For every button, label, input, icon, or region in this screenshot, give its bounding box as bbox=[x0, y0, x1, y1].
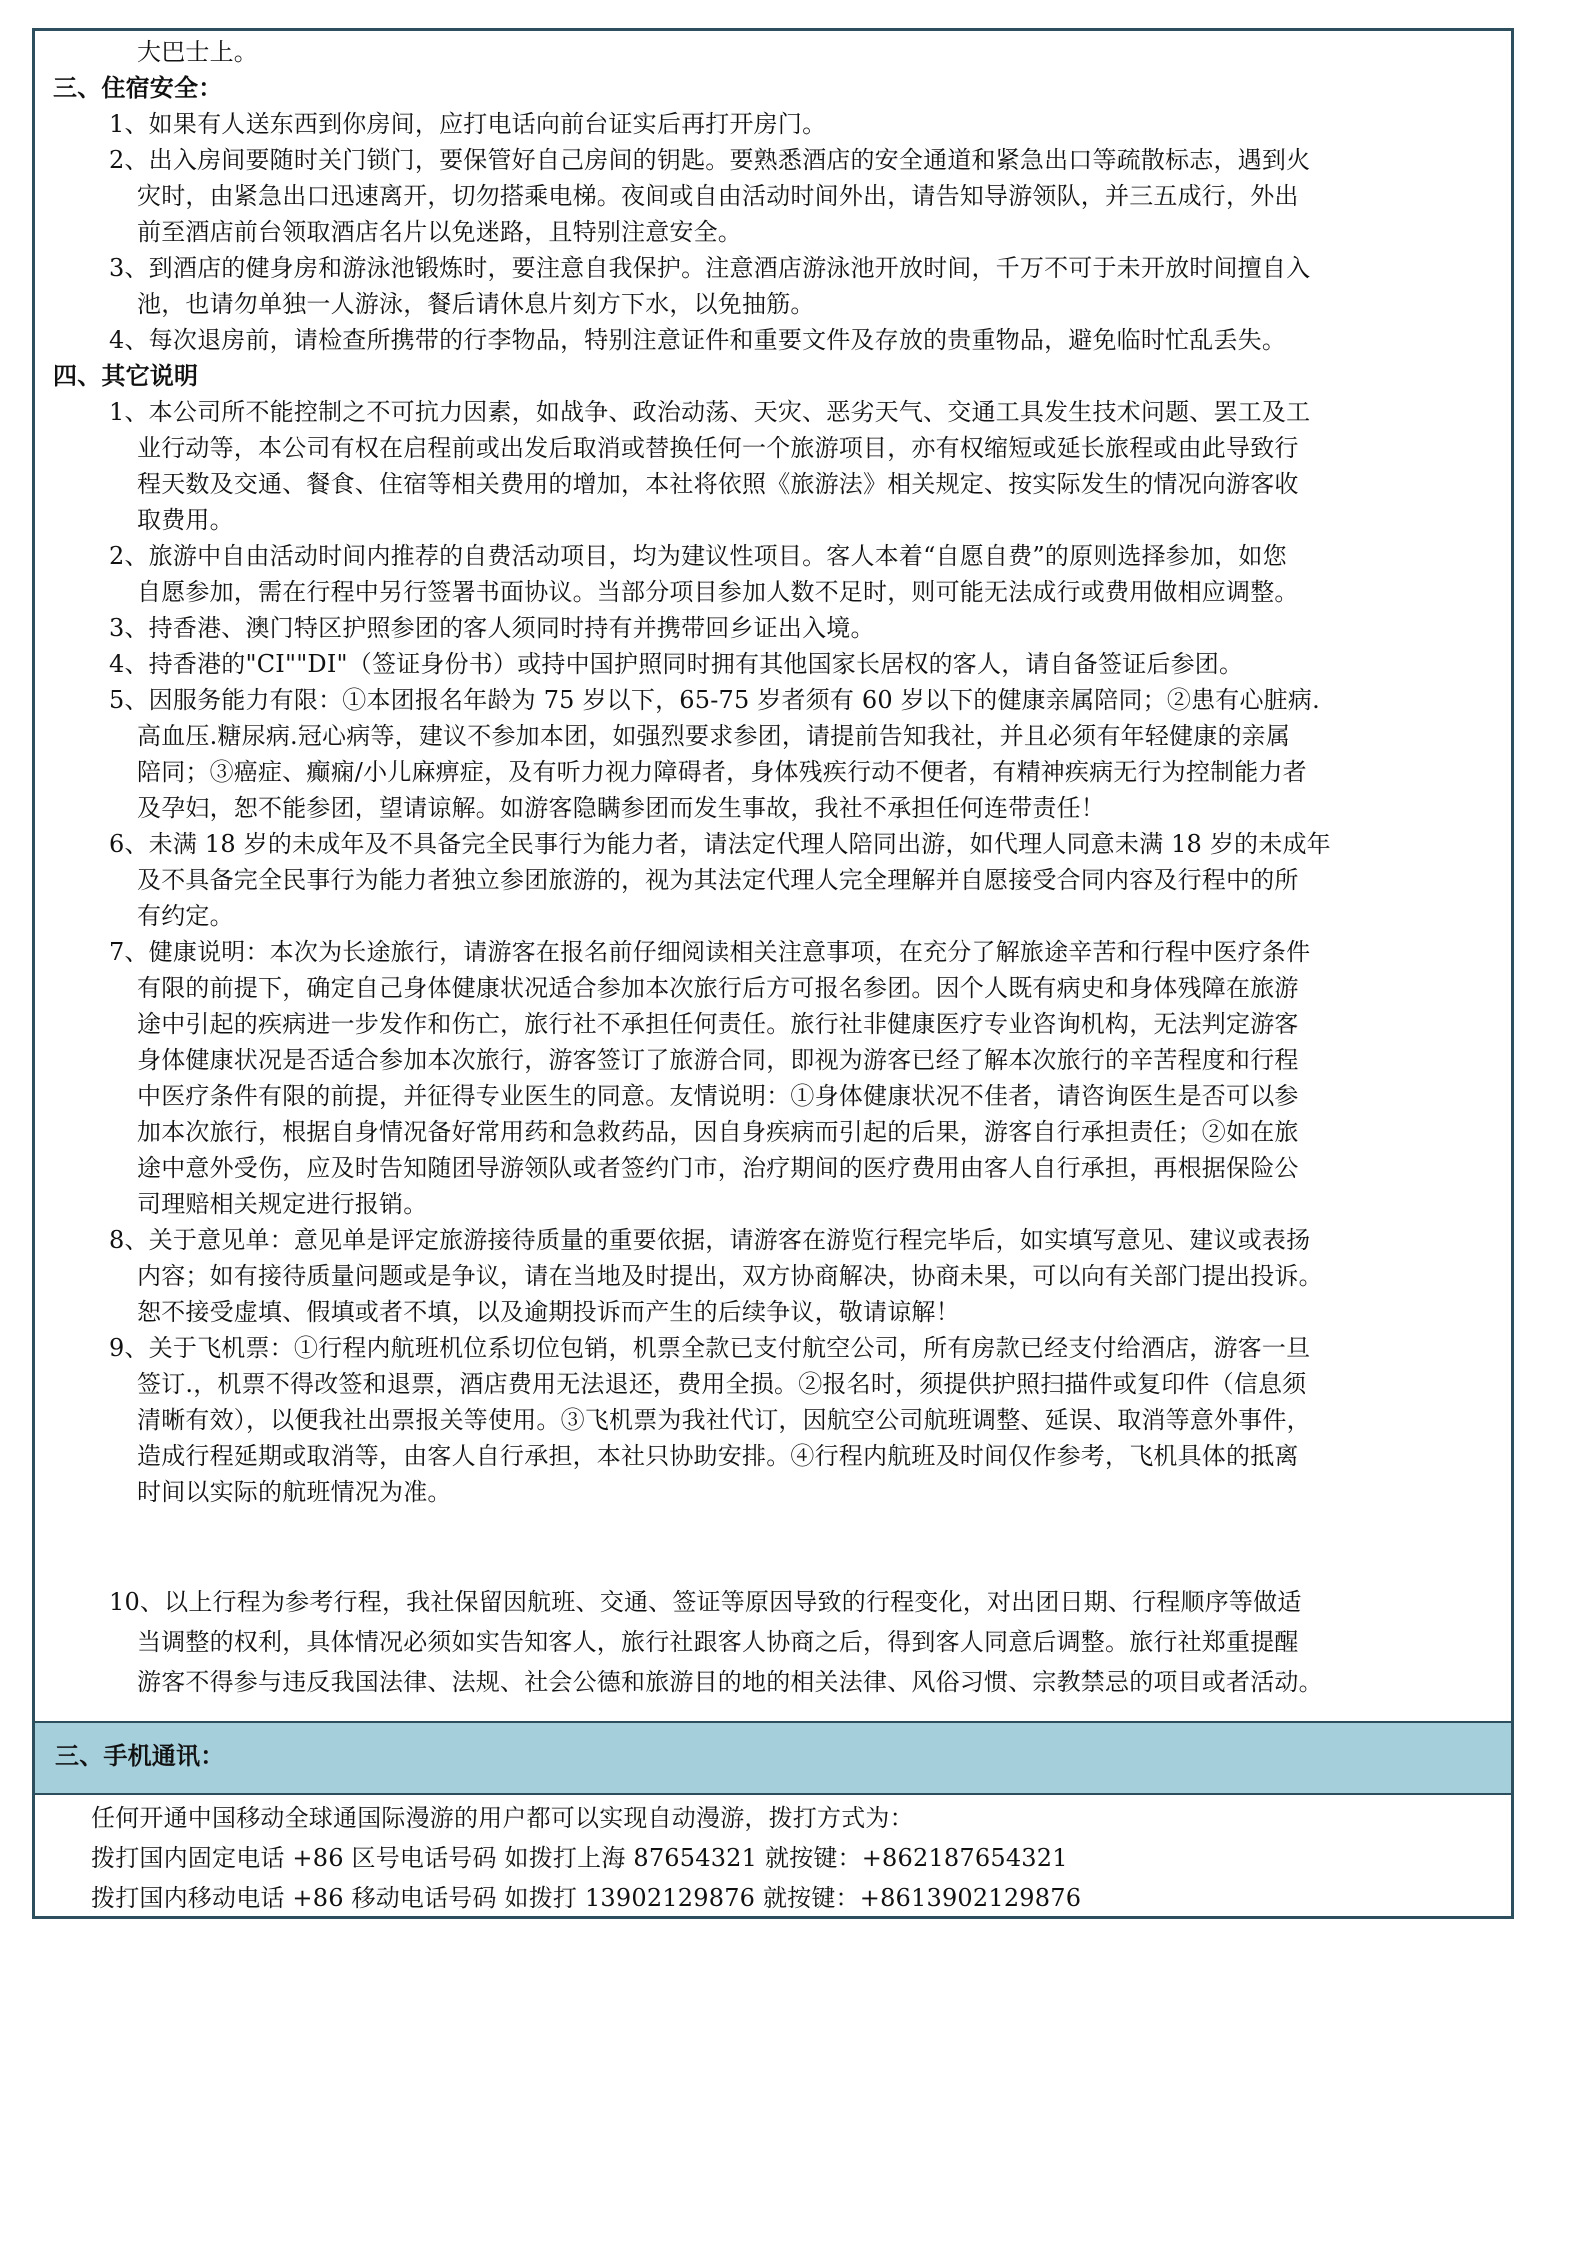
paragraph-line: 池，也请勿单独一人游泳，餐后请休息片刻方下水，以免抽筋。 bbox=[137, 290, 815, 318]
paragraph-line: 有限的前提下，确定自己身体健康状况适合参加本次旅行后方可报名参团。因个人既有病史和身体残障在旅游 bbox=[137, 974, 1299, 1002]
paragraph-line: 及不具备完全民事行为能力者独立参团旅游的，视为其法定代理人完全理解并自愿接受合同内容及行程中的所 bbox=[137, 866, 1299, 894]
paragraph-line: 2、旅游中自由活动时间内推荐的自费活动项目，均为建议性项目。客人本着“自愿自费”的原则选择参加，如您 bbox=[109, 542, 1287, 570]
paragraph-line: 6、未满 18 岁的未成年及不具备完全民事行为能力者，请法定代理人陪同出游，如代理人同意未满 18 岁的未成年 bbox=[109, 830, 1331, 858]
paragraph-line: 自愿参加，需在行程中另行签署书面协议。当部分项目参加人数不足时，则可能无法成行或费用做相应调整。 bbox=[137, 578, 1299, 606]
paragraph-line: 司理赔相关规定进行报销。 bbox=[137, 1190, 428, 1218]
paragraph-line: 前至酒店前台领取酒店名片以免迷路，且特别注意安全。 bbox=[137, 218, 742, 246]
paragraph-line: 时间以实际的航班情况为准。 bbox=[137, 1478, 452, 1506]
paragraph-line: 3、到酒店的健身房和游泳池锻炼时，要注意自我保护。注意酒店游泳池开放时间，千万不可于未开放时间擅自入 bbox=[109, 254, 1311, 282]
document-frame bbox=[32, 28, 1514, 1919]
paragraph-line: 陪同；③癌症、癫痫/小儿麻痹症，及有听力视力障碍者，身体残疾行动不便者，有精神疾病无行为控制能力者 bbox=[137, 758, 1307, 786]
paragraph-line: 有约定。 bbox=[137, 902, 234, 930]
paragraph-line: 4、持香港的"CI""DI"（签证身份书）或持中国护照同时拥有其他国家长居权的客人，请自备签证后参团。 bbox=[109, 650, 1244, 678]
paragraph-line: 途中引起的疾病进一步发作和伤亡，旅行社不承担任何责任。旅行社非健康医疗专业咨询机构，无法判定游客 bbox=[137, 1010, 1299, 1038]
paragraph-line: 灾时，由紧急出口迅速离开，切勿搭乘电梯。夜间或自由活动时间外出，请告知导游领队，并三五成行，外出 bbox=[137, 182, 1299, 210]
paragraph-line: 恕不接受虚填、假填或者不填，以及逾期投诉而产生的后续争议，敬请谅解！ bbox=[137, 1298, 960, 1326]
section-heading: 三、住宿安全： bbox=[53, 73, 223, 102]
paragraph-line: 8、关于意见单：意见单是评定旅游接待质量的重要依据，请游客在游览行程完毕后，如实填写意见、建议或表扬 bbox=[109, 1226, 1311, 1254]
paragraph-line: 造成行程延期或取消等，由客人自行承担，本社只协助安排。④行程内航班及时间仅作参考，飞机具体的抵离 bbox=[137, 1442, 1299, 1470]
phone-info-line: 拨打国内移动电话 +86 移动电话号码 如拨打 13902129876 就按键：+8613902129876 bbox=[91, 1884, 1082, 1912]
paragraph-line: 当调整的权利，具体情况必须如实告知客人，旅行社跟客人协商之后，得到客人同意后调整。旅行社郑重提醒 bbox=[137, 1628, 1299, 1656]
paragraph-line: 业行动等，本公司有权在启程前或出发后取消或替换任何一个旅游项目，亦有权缩短或延长旅程或由此导致行 bbox=[137, 434, 1299, 462]
paragraph-line: 4、每次退房前，请检查所携带的行李物品，特别注意证件和重要文件及存放的贵重物品，避免临时忙乱丢失。 bbox=[109, 326, 1287, 354]
paragraph-line: 9、关于飞机票：①行程内航班机位系切位包销，机票全款已支付航空公司，所有房款已经支付给酒店，游客一旦 bbox=[109, 1334, 1311, 1362]
paragraph-line: 取费用。 bbox=[137, 506, 234, 534]
paragraph-line: 内容；如有接待质量问题或是争议，请在当地及时提出，双方协商解决，协商未果，可以向有关部门提出投诉。 bbox=[137, 1262, 1323, 1290]
continuation-text: 大巴士上。 bbox=[137, 38, 258, 66]
paragraph-line: 及孕妇，恕不能参团，望请谅解。如游客隐瞒参团而发生事故，我社不承担任何连带责任！ bbox=[137, 794, 1105, 822]
paragraph-line: 签订.，机票不得改签和退票，酒店费用无法退还，费用全损。②报名时，须提供护照扫描件或复印件（信息须 bbox=[137, 1370, 1307, 1398]
paragraph-line: 清晰有效），以便我社出票报关等使用。③飞机票为我社代订，因航空公司航班调整、延误、取消等意外事件， bbox=[137, 1406, 1311, 1434]
paragraph-line: 1、本公司所不能控制之不可抗力因素，如战争、政治动荡、天灾、恶劣天气、交通工具发生技术问题、罢工及工 bbox=[109, 398, 1311, 426]
paragraph-line: 3、持香港、澳门特区护照参团的客人须同时持有并携带回乡证出入境。 bbox=[109, 614, 875, 642]
paragraph-line: 高血压.糖尿病.冠心病等，建议不参加本团，如强烈要求参团，请提前告知我社，并且必须有年轻健康的亲属 bbox=[137, 722, 1291, 750]
paragraph-line: 加本次旅行，根据自身情况备好常用药和急救药品，因自身疾病而引起的后果，游客自行承担责任；②如在旅 bbox=[137, 1118, 1299, 1146]
paragraph-line: 1、如果有人送东西到你房间，应打电话向前台证实后再打开房门。 bbox=[109, 110, 827, 138]
paragraph-line: 身体健康状况是否适合参加本次旅行，游客签订了旅游合同，即视为游客已经了解本次旅行的辛苦程度和行程 bbox=[137, 1046, 1299, 1074]
paragraph-line: 7、健康说明：本次为长途旅行，请游客在报名前仔细阅读相关注意事项，在充分了解旅途辛苦和行程中医疗条件 bbox=[109, 938, 1311, 966]
paragraph-line: 2、出入房间要随时关门锁门，要保管好自己房间的钥匙。要熟悉酒店的安全通道和紧急出口等疏散标志，遇到火 bbox=[109, 146, 1311, 174]
paragraph-line: 途中意外受伤，应及时告知随团导游领队或者签约门市，治疗期间的医疗费用由客人自行承担，再根据保险公 bbox=[137, 1154, 1299, 1182]
paragraph-line: 程天数及交通、餐食、住宿等相关费用的增加，本社将依照《旅游法》相关规定、按实际发生的情况向游客收 bbox=[137, 470, 1299, 498]
phone-info-line: 拨打国内固定电话 +86 区号电话号码 如拨打上海 87654321 就按键：+862187654321 bbox=[91, 1844, 1068, 1872]
section-heading: 三、手机通讯： bbox=[55, 1741, 225, 1770]
paragraph-line: 10、以上行程为参考行程，我社保留因航班、交通、签证等原因导致的行程变化，对出团日期、行程顺序等做适 bbox=[109, 1588, 1302, 1616]
section-heading: 四、其它说明 bbox=[53, 361, 199, 390]
phone-info-line: 任何开通中国移动全球通国际漫游的用户都可以实现自动漫游，拨打方式为： bbox=[91, 1804, 914, 1832]
paragraph-line: 5、因服务能力有限：①本团报名年龄为 75 岁以下，65-75 岁者须有 60 岁以下的健康亲属陪同；②患有心脏病. bbox=[109, 686, 1320, 714]
phone-section-header bbox=[35, 1721, 1511, 1795]
paragraph-line: 中医疗条件有限的前提，并征得专业医生的同意。友情说明：①身体健康状况不佳者，请咨询医生是否可以参 bbox=[137, 1082, 1299, 1110]
paragraph-line: 游客不得参与违反我国法律、法规、社会公德和旅游目的地的相关法律、风俗习惯、宗教禁忌的项目或者活动。 bbox=[137, 1668, 1323, 1696]
